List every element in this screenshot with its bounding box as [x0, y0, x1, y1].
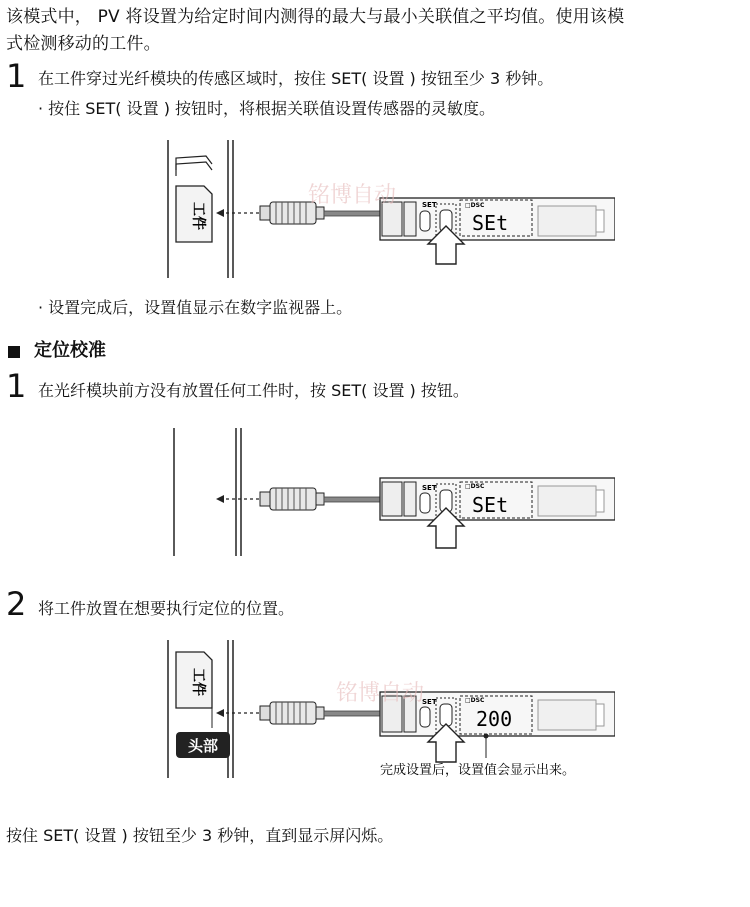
step-number-1: 1 — [6, 57, 27, 95]
svg-text:□DSC: □DSC — [465, 202, 485, 209]
svg-text:□DSC: □DSC — [465, 483, 485, 490]
step-1-text: 在工件穿过光纤模块的传感区域时，按住 SET( 设置 ) 按钮至少 3 秒钟。 — [38, 69, 554, 88]
lcd-display-3: 200 — [476, 707, 513, 731]
lcd-display-2: SEt — [472, 493, 509, 517]
head-label: 头部 — [187, 737, 219, 755]
step-1-bullet: · 按住 SET( 设置 ) 按钮时，将根据关联值设置传感器的灵敏度。 — [38, 99, 496, 118]
step-1b-text: 在光纤模块前方没有放置任何工件时，按 SET( 设置 ) 按钮。 — [38, 381, 469, 400]
set-label-2: SET — [422, 484, 437, 492]
workpiece-label-3: 工件 — [190, 668, 206, 696]
watermark: 铭博自动 — [308, 183, 397, 208]
section-title: 定位校准 — [34, 340, 106, 361]
step-number-1b: 1 — [6, 367, 27, 405]
set-label-3: SET — [422, 698, 437, 706]
workpiece-label: 工件 — [190, 202, 206, 230]
figure-3-diagram — [160, 640, 615, 780]
final-instruction: 按住 SET( 设置 ) 按钮至少 3 秒钟，直到显示屏闪烁。 — [6, 826, 394, 845]
set-label: SET — [422, 201, 437, 209]
section-marker — [8, 343, 20, 362]
figure-3-caption: 完成设置后，设置值会显示出来。 — [380, 763, 576, 778]
lcd-display: SEt — [472, 211, 509, 235]
intro-line-2: 式检测移动的工件。 — [6, 34, 161, 54]
svg-text:□DSC: □DSC — [465, 697, 485, 704]
step-2-text: 将工件放置在想要执行定位的位置。 — [38, 599, 295, 618]
step-number-2: 2 — [6, 585, 27, 623]
figure-2-diagram — [160, 428, 615, 558]
figure-1-diagram — [160, 140, 615, 280]
watermark-3: 铭博自动 — [336, 681, 425, 706]
intro-line-1: 该模式中， PV 将设置为给定时间内测得的最大与最小关联值之平均值。使用该模 — [6, 7, 625, 27]
bullet-2: · 设置完成后，设置值显示在数字监视器上。 — [38, 298, 353, 317]
